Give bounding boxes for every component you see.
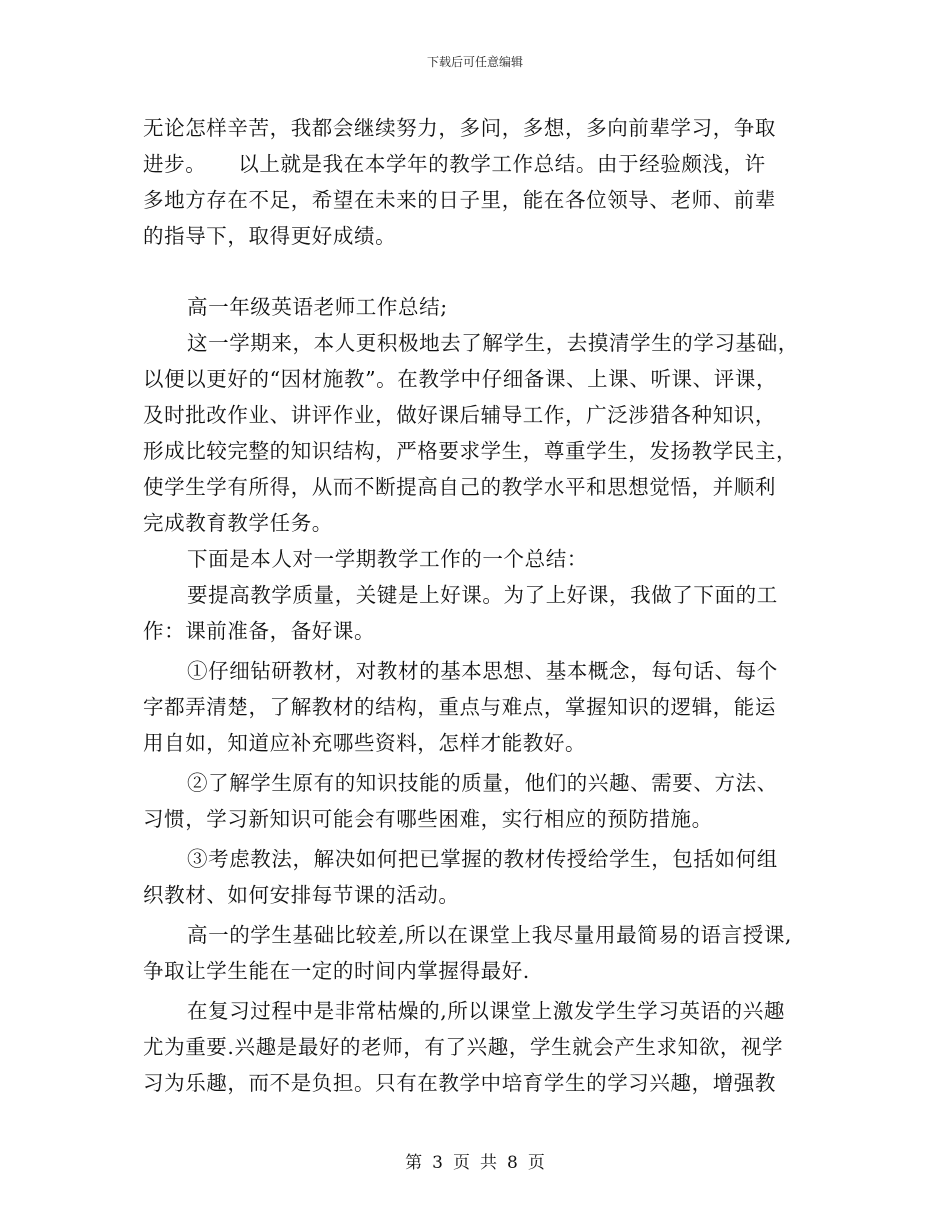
paragraph-line: ②了解学生原有的知识技能的质量，他们的兴趣、需要、方法、 xyxy=(187,771,778,795)
paragraph-line: 尤为重要.兴趣是最好的老师，有了兴趣，学生就会产生求知欲，视学 xyxy=(143,1035,784,1059)
paragraph-line: 完成教育教学任务。 xyxy=(143,511,333,535)
paragraph-line: 争取让学生能在一定的时间内掌握得最好. xyxy=(143,959,530,983)
paragraph-line: 以便以更好的“因材施教”。在教学中仔细备课、上课、听课、评课， xyxy=(143,367,778,391)
paragraph-line: 在复习过程中是非常枯燥的,所以课堂上激发学生学习英语的兴趣 xyxy=(187,999,785,1023)
current-page-number: 3 xyxy=(432,1153,443,1173)
section-title: 高一年级英语老师工作总结; xyxy=(187,295,448,319)
paragraph-line: ③考虑教法，解决如何把已掌握的教材传授给学生，包括如何组 xyxy=(187,847,778,871)
paragraph-line: 多地方存在不足，希望在未来的日子里，能在各位领导、老师、前辈 xyxy=(143,188,776,212)
footer-label-ye: 页 xyxy=(453,1153,470,1173)
paragraph-line: 织教材、如何安排每节课的活动。 xyxy=(143,883,460,907)
paragraph-line: 的指导下，取得更好成绩。 xyxy=(143,224,397,248)
document-body xyxy=(143,110,823,1101)
paragraph-line: 作：课前准备，备好课。 xyxy=(143,619,376,643)
footer-label-ye2: 页 xyxy=(527,1153,545,1173)
paragraph-gap xyxy=(143,254,823,289)
page-footer xyxy=(0,1148,950,1173)
footer-label-di: 第 xyxy=(405,1153,423,1173)
paragraph-line: 字都弄清楚，了解教材的结构，重点与难点，掌握知识的逻辑，能运 xyxy=(143,695,776,719)
paragraph-line: 形成比较完整的知识结构，严格要求学生，尊重学生，发扬教学民主， xyxy=(143,439,798,463)
paragraph-line: 及时批改作业、讲评作业，做好课后辅导工作，广泛涉猎各种知识， xyxy=(143,403,776,427)
paragraph-line: 这一学期来，本人更积极地去了解学生，去摸清学生的学习基础， xyxy=(187,331,799,355)
page-header: 下载后可任意编辑 xyxy=(426,55,523,69)
paragraph-line: 进步。 以上就是我在本学年的教学工作总结。由于经验颇浅，许 xyxy=(143,152,766,176)
paragraph-line: 无论怎样辛苦，我都会继续努力，多问，多想，多向前辈学习，争取 xyxy=(143,116,776,140)
paragraph-line: 高一的学生基础比较差,所以在课堂上我尽量用最简易的语言授课, xyxy=(187,923,793,947)
paragraph-line: 要提高教学质量，关键是上好课。为了上好课，我做了下面的工 xyxy=(187,583,778,607)
paragraph-line: 下面是本人对一学期教学工作的一个总结： xyxy=(187,547,588,571)
paragraph-line: 习为乐趣，而不是负担。只有在教学中培育学生的学习兴趣，增强教 xyxy=(143,1071,776,1095)
footer-label-gong: 共 xyxy=(480,1153,497,1173)
paragraph-line: ①仔细钻研教材，对教材的基本思想、基本概念，每句话、每个 xyxy=(187,659,778,683)
paragraph-line: 习惯，学习新知识可能会有哪些困难，实行相应的预防措施。 xyxy=(143,807,713,831)
total-page-number: 8 xyxy=(507,1153,518,1173)
paragraph-line: 用自如，知道应补充哪些资料，怎样才能教好。 xyxy=(143,731,587,755)
paragraph-line: 使学生学有所得，从而不断提高自己的教学水平和思想觉悟，并顺利 xyxy=(143,475,776,499)
